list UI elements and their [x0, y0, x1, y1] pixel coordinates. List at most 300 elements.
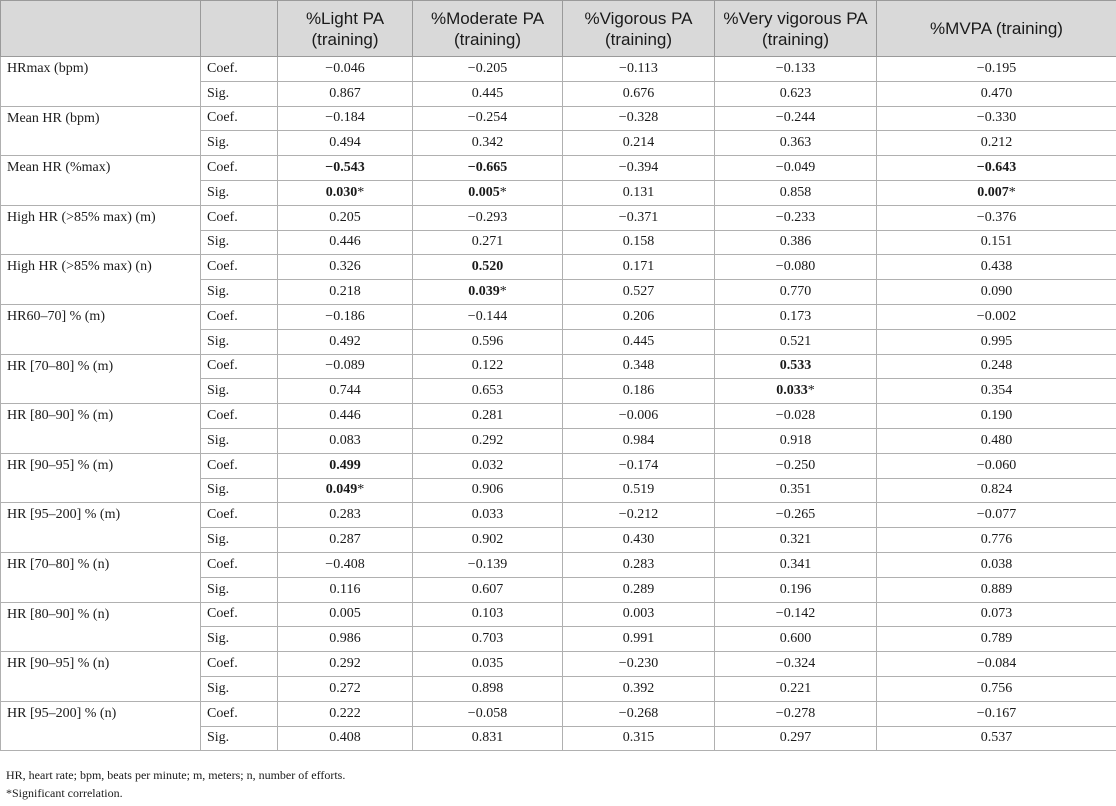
cell-value: 0.906: [471, 482, 504, 498]
coef-value-cell: [278, 57, 413, 82]
stat-label: Sig.: [201, 379, 278, 404]
cell-value: 0.190: [980, 408, 1013, 424]
variable-label: High HR (>85% max) (n): [1, 255, 201, 305]
coef-value-cell: [413, 156, 563, 181]
cell-value: 0.480: [980, 432, 1013, 448]
coef-value-cell: [278, 255, 413, 280]
table-row-coef: [1, 106, 1116, 131]
sig-value-cell: [715, 379, 877, 404]
cell-value: 0.831: [471, 730, 504, 746]
coef-value-cell: [563, 156, 715, 181]
cell-value: 0.218: [329, 284, 361, 300]
sig-value-cell: [877, 577, 1116, 602]
cell-value: 0.103: [471, 606, 504, 622]
cell-value: 0.003: [622, 606, 655, 622]
cell-value: −0.002: [976, 308, 1017, 324]
cell-value: 0.889: [980, 581, 1013, 597]
significance-note: *Significant correlation.: [6, 786, 123, 800]
sig-value-cell: [563, 577, 715, 602]
coef-value-cell: [877, 503, 1116, 528]
coef-value-cell: [413, 453, 563, 478]
cell-value: −0.212: [618, 507, 659, 523]
cell-value: −0.278: [775, 705, 816, 721]
coef-value-cell: [563, 701, 715, 726]
cell-value: 0.520: [471, 259, 504, 275]
cell-value: 0.186: [622, 383, 655, 399]
cell-value: −0.250: [775, 457, 816, 473]
header-mvpa: %MVPA (training): [877, 1, 1116, 57]
coef-value-cell: [563, 602, 715, 627]
cell-value: −0.084: [976, 656, 1017, 672]
coef-value-cell: [563, 503, 715, 528]
sig-value-cell: [877, 428, 1116, 453]
sig-value-cell: [278, 131, 413, 156]
cell-value: 0.122: [471, 358, 504, 374]
sig-value-cell: [413, 131, 563, 156]
variable-label: Mean HR (%max): [1, 156, 201, 206]
sig-value-cell: [715, 627, 877, 652]
stat-label: Coef.: [201, 205, 278, 230]
cell-value: 0.492: [329, 333, 361, 349]
sig-value-cell: [877, 478, 1116, 503]
cell-value: −0.184: [325, 110, 365, 126]
cell-value: 0.007: [977, 184, 1009, 200]
cell-value: 0.984: [622, 432, 655, 448]
sig-value-cell: [877, 329, 1116, 354]
coef-value-cell: [563, 304, 715, 329]
coef-value-cell: [563, 453, 715, 478]
variable-label: HR [80–90] % (n): [1, 602, 201, 652]
cell-value: 0.297: [779, 730, 812, 746]
abbreviation-note: HR, heart rate; bpm, beats per minute; m, meters; n, number of efforts.: [6, 768, 346, 782]
sig-value-cell: [563, 180, 715, 205]
coef-value-cell: [278, 453, 413, 478]
coef-value-cell: [413, 701, 563, 726]
sig-value-cell: [877, 379, 1116, 404]
cell-value: −0.080: [775, 259, 816, 275]
cell-value: 0.354: [980, 383, 1013, 399]
stat-label: Sig.: [201, 676, 278, 701]
cell-value: 0.991: [622, 631, 655, 647]
variable-label: HR [95–200] % (m): [1, 503, 201, 553]
cell-value: 0.445: [471, 85, 504, 101]
coef-value-cell: [413, 106, 563, 131]
coef-value-cell: [278, 156, 413, 181]
cell-value: 0.038: [980, 556, 1013, 572]
table-row-coef: [1, 552, 1116, 577]
sig-value-cell: [563, 726, 715, 751]
cell-value: −0.371: [618, 209, 659, 225]
stat-label: Sig.: [201, 428, 278, 453]
cell-value: 0.519: [622, 482, 655, 498]
cell-value: −0.046: [325, 60, 365, 76]
coef-value-cell: [715, 552, 877, 577]
cell-value: −0.028: [775, 408, 816, 424]
sig-value-cell: [877, 230, 1116, 255]
sig-value-cell: [715, 676, 877, 701]
header-variable: [1, 1, 201, 57]
cell-value: 0.158: [622, 234, 655, 250]
sig-value-cell: [278, 577, 413, 602]
sig-value-cell: [413, 428, 563, 453]
significance-marker: *: [357, 184, 365, 200]
table-footnotes: [6, 766, 345, 802]
cell-value: 0.445: [622, 333, 655, 349]
variable-label: HR [90–95] % (n): [1, 652, 201, 702]
sig-value-cell: [278, 627, 413, 652]
cell-value: 0.363: [779, 135, 812, 151]
variable-label: HRmax (bpm): [1, 57, 201, 107]
cell-value: 0.039: [468, 284, 500, 300]
header-very-vigorous-pa: %Very vigorous PA (training): [715, 1, 877, 57]
stat-label: Coef.: [201, 106, 278, 131]
sig-value-cell: [563, 329, 715, 354]
sig-value-cell: [278, 180, 413, 205]
cell-value: −0.174: [618, 457, 659, 473]
coef-value-cell: [278, 652, 413, 677]
table-row-coef: [1, 304, 1116, 329]
sig-value-cell: [715, 280, 877, 305]
sig-value-cell: [563, 676, 715, 701]
coef-value-cell: [413, 602, 563, 627]
table-row-coef: [1, 156, 1116, 181]
variable-label: HR [95–200] % (n): [1, 701, 201, 751]
sig-value-cell: [877, 676, 1116, 701]
table-row-coef: [1, 453, 1116, 478]
cell-value: 0.494: [329, 135, 361, 151]
coef-value-cell: [877, 602, 1116, 627]
table-header: [1, 1, 1116, 57]
cell-value: 0.315: [622, 730, 655, 746]
cell-value: 0.196: [779, 581, 812, 597]
sig-value-cell: [877, 280, 1116, 305]
coef-value-cell: [877, 156, 1116, 181]
stat-label: Sig.: [201, 180, 278, 205]
coef-value-cell: [563, 652, 715, 677]
cell-value: 0.386: [779, 234, 812, 250]
cell-value: 0.898: [471, 680, 504, 696]
cell-value: 0.918: [779, 432, 812, 448]
variable-label: Mean HR (bpm): [1, 106, 201, 156]
cell-value: 0.289: [622, 581, 655, 597]
sig-value-cell: [563, 230, 715, 255]
cell-value: 0.537: [980, 730, 1013, 746]
variable-label: HR [70–80] % (n): [1, 552, 201, 602]
cell-value: −0.142: [775, 606, 816, 622]
stat-label: Sig.: [201, 131, 278, 156]
header-moderate-pa: %Moderate PA (training): [413, 1, 563, 57]
cell-value: 0.596: [471, 333, 504, 349]
table-row-coef: [1, 354, 1116, 379]
stat-label: Coef.: [201, 652, 278, 677]
coef-value-cell: [877, 354, 1116, 379]
variable-label: High HR (>85% max) (m): [1, 205, 201, 255]
coef-value-cell: [278, 205, 413, 230]
coef-value-cell: [413, 354, 563, 379]
stat-label: Sig.: [201, 280, 278, 305]
coef-value-cell: [715, 106, 877, 131]
cell-value: 0.221: [779, 680, 812, 696]
stat-label: Sig.: [201, 726, 278, 751]
cell-value: 0.131: [622, 184, 655, 200]
coef-value-cell: [563, 205, 715, 230]
cell-value: −0.113: [619, 60, 658, 76]
sig-value-cell: [413, 478, 563, 503]
significance-marker: *: [499, 184, 507, 200]
cell-value: 0.283: [622, 556, 655, 572]
cell-value: −0.077: [976, 507, 1017, 523]
cell-value: 0.756: [980, 680, 1013, 696]
cell-value: 0.351: [779, 482, 812, 498]
sig-value-cell: [563, 379, 715, 404]
cell-value: −0.328: [618, 110, 659, 126]
cell-value: 0.770: [779, 284, 812, 300]
table-row-coef: [1, 602, 1116, 627]
sig-value-cell: [278, 230, 413, 255]
coef-value-cell: [563, 552, 715, 577]
sig-value-cell: [563, 280, 715, 305]
cell-value: −0.058: [467, 705, 508, 721]
sig-value-cell: [715, 478, 877, 503]
stat-label: Coef.: [201, 453, 278, 478]
coef-value-cell: [877, 57, 1116, 82]
cell-value: 0.342: [471, 135, 504, 151]
cell-value: 0.902: [471, 532, 504, 548]
stat-label: Coef.: [201, 57, 278, 82]
coef-value-cell: [563, 255, 715, 280]
coef-value-cell: [715, 354, 877, 379]
sig-value-cell: [715, 180, 877, 205]
sig-value-cell: [715, 329, 877, 354]
coef-value-cell: [715, 57, 877, 82]
coef-value-cell: [413, 57, 563, 82]
significance-marker: *: [807, 383, 815, 399]
stat-label: Coef.: [201, 156, 278, 181]
cell-value: 0.090: [980, 284, 1013, 300]
sig-value-cell: [278, 81, 413, 106]
table-row-coef: [1, 205, 1116, 230]
coef-value-cell: [877, 701, 1116, 726]
sig-value-cell: [413, 528, 563, 553]
cell-value: 0.033: [471, 507, 504, 523]
cell-value: −0.244: [775, 110, 816, 126]
cell-value: −0.060: [976, 457, 1017, 473]
cell-value: 0.292: [471, 432, 504, 448]
header-vigorous-pa: %Vigorous PA (training): [563, 1, 715, 57]
cell-value: 0.248: [980, 358, 1013, 374]
sig-value-cell: [278, 528, 413, 553]
sig-value-cell: [413, 676, 563, 701]
coef-value-cell: [715, 156, 877, 181]
sig-value-cell: [715, 528, 877, 553]
coef-value-cell: [715, 602, 877, 627]
sig-value-cell: [278, 428, 413, 453]
stat-label: Sig.: [201, 528, 278, 553]
cell-value: 0.858: [779, 184, 812, 200]
significance-marker: *: [499, 284, 507, 300]
sig-value-cell: [563, 131, 715, 156]
stat-label: Coef.: [201, 404, 278, 429]
cell-value: 0.292: [329, 656, 361, 672]
header-stat: [201, 1, 278, 57]
cell-value: 0.032: [471, 457, 504, 473]
cell-value: −0.049: [775, 160, 816, 176]
sig-value-cell: [563, 81, 715, 106]
cell-value: 0.173: [779, 308, 812, 324]
sig-value-cell: [413, 280, 563, 305]
sig-value-cell: [278, 478, 413, 503]
sig-value-cell: [278, 280, 413, 305]
sig-value-cell: [563, 528, 715, 553]
sig-value-cell: [715, 81, 877, 106]
cell-value: −0.268: [618, 705, 659, 721]
cell-value: 0.744: [329, 383, 361, 399]
coef-value-cell: [413, 404, 563, 429]
cell-value: 0.623: [779, 85, 812, 101]
cell-value: −0.254: [467, 110, 508, 126]
coef-value-cell: [278, 602, 413, 627]
coef-value-cell: [877, 453, 1116, 478]
coef-value-cell: [563, 106, 715, 131]
cell-value: 0.703: [471, 631, 504, 647]
cell-value: 0.600: [779, 631, 812, 647]
cell-value: 0.995: [980, 333, 1013, 349]
stat-label: Coef.: [201, 701, 278, 726]
cell-value: 0.499: [329, 457, 361, 473]
sig-value-cell: [877, 528, 1116, 553]
stat-label: Sig.: [201, 329, 278, 354]
cell-value: 0.272: [329, 680, 361, 696]
sig-value-cell: [877, 627, 1116, 652]
sig-value-cell: [877, 131, 1116, 156]
cell-value: 0.005: [468, 184, 500, 200]
sig-value-cell: [563, 428, 715, 453]
stat-label: Coef.: [201, 602, 278, 627]
cell-value: 0.824: [980, 482, 1013, 498]
table-row-coef: [1, 503, 1116, 528]
cell-value: −0.230: [618, 656, 659, 672]
cell-value: −0.408: [325, 556, 365, 572]
variable-label: HR [90–95] % (m): [1, 453, 201, 503]
coef-value-cell: [877, 106, 1116, 131]
cell-value: −0.233: [775, 209, 816, 225]
cell-value: −0.543: [325, 160, 365, 176]
cell-value: −0.665: [467, 160, 508, 176]
table-row-coef: [1, 404, 1116, 429]
cell-value: −0.144: [467, 308, 508, 324]
stat-label: Coef.: [201, 255, 278, 280]
coef-value-cell: [877, 205, 1116, 230]
stat-label: Coef.: [201, 304, 278, 329]
cell-value: 0.206: [622, 308, 655, 324]
cell-value: 0.607: [471, 581, 504, 597]
coef-value-cell: [413, 255, 563, 280]
cell-value: 0.033: [776, 383, 808, 399]
sig-value-cell: [715, 131, 877, 156]
sig-value-cell: [413, 726, 563, 751]
sig-value-cell: [413, 230, 563, 255]
cell-value: 0.430: [622, 532, 655, 548]
stat-label: Coef.: [201, 552, 278, 577]
variable-label: HR60–70] % (m): [1, 304, 201, 354]
coef-value-cell: [413, 652, 563, 677]
cell-value: −0.195: [976, 60, 1017, 76]
cell-value: −0.167: [976, 705, 1017, 721]
cell-value: 0.776: [980, 532, 1013, 548]
stat-label: Sig.: [201, 478, 278, 503]
cell-value: −0.265: [775, 507, 816, 523]
coef-value-cell: [413, 552, 563, 577]
table-row-coef: [1, 255, 1116, 280]
cell-value: 0.171: [622, 259, 655, 275]
coef-value-cell: [278, 503, 413, 528]
cell-value: 0.287: [329, 532, 361, 548]
coef-value-cell: [278, 552, 413, 577]
sig-value-cell: [877, 81, 1116, 106]
sig-value-cell: [877, 726, 1116, 751]
sig-value-cell: [278, 726, 413, 751]
sig-value-cell: [715, 428, 877, 453]
cell-value: 0.205: [329, 209, 361, 225]
coef-value-cell: [563, 57, 715, 82]
cell-value: 0.392: [622, 680, 655, 696]
coef-value-cell: [715, 503, 877, 528]
coef-value-cell: [877, 404, 1116, 429]
cell-value: 0.348: [622, 358, 655, 374]
significance-marker: *: [357, 482, 365, 498]
cell-value: 0.283: [329, 507, 361, 523]
sig-value-cell: [278, 676, 413, 701]
cell-value: −0.394: [618, 160, 659, 176]
coef-value-cell: [715, 701, 877, 726]
sig-value-cell: [413, 329, 563, 354]
cell-value: 0.083: [329, 432, 361, 448]
coef-value-cell: [413, 304, 563, 329]
cell-value: 0.470: [980, 85, 1013, 101]
sig-value-cell: [413, 379, 563, 404]
stat-label: Sig.: [201, 627, 278, 652]
sig-value-cell: [563, 478, 715, 503]
stat-label: Sig.: [201, 230, 278, 255]
coef-value-cell: [278, 106, 413, 131]
variable-label: HR [80–90] % (m): [1, 404, 201, 454]
cell-value: 0.521: [779, 333, 812, 349]
sig-value-cell: [278, 329, 413, 354]
cell-value: −0.376: [976, 209, 1017, 225]
coef-value-cell: [715, 255, 877, 280]
cell-value: 0.533: [779, 358, 812, 374]
cell-value: 0.271: [471, 234, 504, 250]
header-row: [1, 1, 1116, 57]
cell-value: −0.089: [325, 358, 365, 374]
cell-value: 0.212: [980, 135, 1013, 151]
cell-value: 0.281: [471, 408, 504, 424]
coef-value-cell: [278, 701, 413, 726]
cell-value: 0.653: [471, 383, 504, 399]
cell-value: 0.446: [329, 408, 361, 424]
stat-label: Coef.: [201, 503, 278, 528]
stat-label: Sig.: [201, 81, 278, 106]
cell-value: 0.049: [325, 482, 358, 498]
cell-value: 0.867: [329, 85, 361, 101]
cell-value: −0.293: [467, 209, 508, 225]
coef-value-cell: [278, 404, 413, 429]
coef-value-cell: [877, 652, 1116, 677]
coef-value-cell: [563, 354, 715, 379]
table-row-coef: [1, 57, 1116, 82]
cell-value: 0.446: [329, 234, 361, 250]
sig-value-cell: [563, 627, 715, 652]
